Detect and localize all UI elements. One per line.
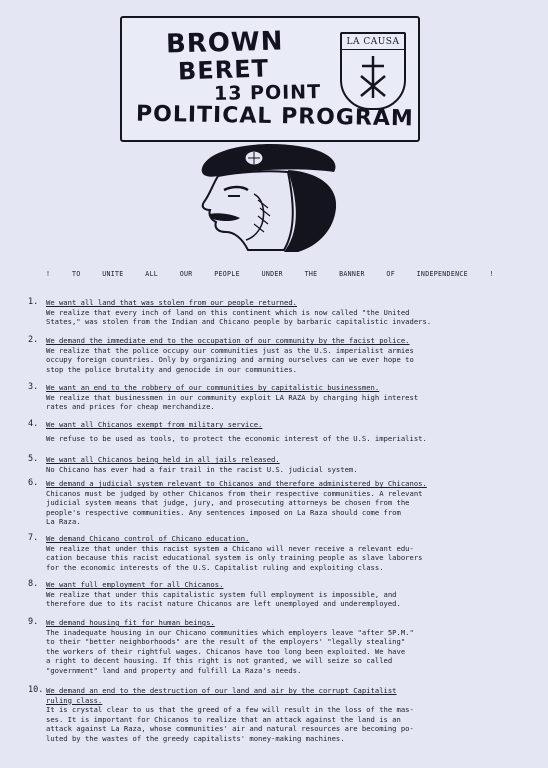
point-heading: We want full employment for all Chicanos.: [46, 580, 224, 589]
slogan-word: UNITE: [102, 270, 124, 278]
program-point-4: [28, 419, 506, 443]
point-number: 5.: [28, 454, 39, 464]
point-number: 1.: [28, 297, 39, 307]
program-point-8: [28, 579, 506, 609]
point-body: We realize that businessmen in our community exploit LA RAZA by charging high interest rates and prices for cheap merchandize.: [46, 392, 419, 412]
point-body: Chicanos must be judged by other Chicanos from their respective communities. A relevant judicial system means that judge, jury, and prosecuting attorneys be chosen from the people's respective communities. Any sentences imposed on La Raza should come from La Raza.: [46, 488, 423, 527]
title-line-3: 13 POINT: [213, 81, 322, 105]
point-body: No Chicano has ever had a fair trail in the racist U.S. judicial system.: [46, 464, 358, 474]
point-number: 7.: [28, 533, 39, 543]
point-number: 6.: [28, 478, 39, 488]
slogan-word: PEOPLE: [214, 270, 240, 278]
title-line-1: BROWN: [165, 26, 284, 60]
title-line-4: POLITICAL PROGRAM: [135, 101, 414, 132]
point-heading: We want all Chicanos exempt from military service.: [46, 420, 263, 429]
program-point-2: [28, 335, 506, 374]
cross-emblem-icon: [353, 52, 393, 102]
program-point-5: [28, 454, 506, 474]
point-heading: We want an end to the robbery of our communities by capitalistic businessmen.: [46, 383, 380, 392]
slogan-word: OF: [386, 270, 395, 278]
title-line-2: BERET: [177, 54, 270, 86]
slogan-word: TO: [71, 270, 81, 278]
point-heading: We want all Chicanos being held in all jails released.: [46, 455, 280, 464]
point-number: 8.: [28, 579, 39, 589]
point-heading: We demand a judicial system relevant to Chicanos and therefore administered by Chicanos.: [46, 479, 427, 488]
slogan-line: [46, 270, 494, 278]
program-point-9: [28, 617, 506, 676]
point-number: 2.: [28, 335, 39, 345]
slogan-word: !: [489, 270, 494, 278]
point-body: The inadequate housing in our Chicano communities which employers leave "after 5P.M." to their "better neighborhoods" are the result of the employers' "legally stealing" the workers of their rightful wages. Chicanos have too long been exploited. We have a right to decent housing. If this right is not granted, we will seize so called "government" land and property and fulfill La Raza's needs.: [46, 627, 414, 675]
slogan-word: !: [46, 270, 51, 278]
program-point-1: [28, 297, 506, 327]
point-number: 9.: [28, 617, 39, 627]
point-number: 4.: [28, 419, 39, 429]
point-body: We realize that the police occupy our communities just as the U.S. imperialist armies occupy foreign countries. Only by organizing and arming ourselves can we ever hope to stop the police brutality and genocide in our communities.: [46, 345, 414, 374]
beret-portrait-icon: [188, 138, 358, 258]
point-body: We realize that under this capitalistic system full employment is impossible, and therefore due to its racist nature Chicanos are left unemployed and underemployed.: [46, 589, 401, 609]
slogan-word: INDEPENDENCE: [416, 270, 468, 278]
emblem-label: LA CAUSA: [342, 37, 404, 50]
slogan-word: BANNER: [339, 270, 365, 278]
point-heading: We demand Chicano control of Chicano education.: [46, 534, 250, 543]
slogan-word: THE: [304, 270, 318, 278]
point-body: We realize that under this racist system a Chicano will never receive a relevant edu- cation because this racist educational system is only training people as slave laborers for the economic interests of the U.S. Capitalist ruling and exploiting class.: [46, 543, 423, 572]
point-body: It is crystal clear to us that the greed of a few will result in the loss of the mas- ses. It is important for Chicanos to realize that an attack against the land is an attack against La Raza, whose communities' air and natural resources are becoming po- luted by the wastes of the greedy capitalists' money-making machines.: [46, 705, 414, 743]
program-point-7: [28, 533, 506, 572]
point-body: We refuse to be used as tools, to protect the economic interest of the U.S. imperialist.: [46, 433, 427, 443]
program-point-6: [28, 478, 506, 527]
slogan-word: OUR: [179, 270, 193, 278]
slogan-word: UNDER: [261, 270, 283, 278]
program-point-3: [28, 382, 506, 412]
point-number: 3.: [28, 382, 39, 392]
point-body: We realize that every inch of land on this continent which is now called "the United States," was stolen from the Indian and Chicano people by barbaric capitalistic invaders.: [46, 307, 432, 327]
point-heading: We demand the immediate end to the occupation of our community by the facist police.: [46, 336, 410, 345]
point-number: 10.: [28, 685, 44, 695]
slogan-word: ALL: [145, 270, 159, 278]
program-point-10: [28, 685, 506, 744]
point-heading: We demand an end to the destruction of our land and air by the corrupt Capitalist ruling class.: [46, 686, 397, 705]
la-causa-emblem: [340, 32, 406, 110]
title-banner: [120, 16, 420, 142]
point-heading: We want all land that was stolen from our people returned.: [46, 298, 297, 307]
point-heading: We demand housing fit for human beings.: [46, 618, 215, 627]
